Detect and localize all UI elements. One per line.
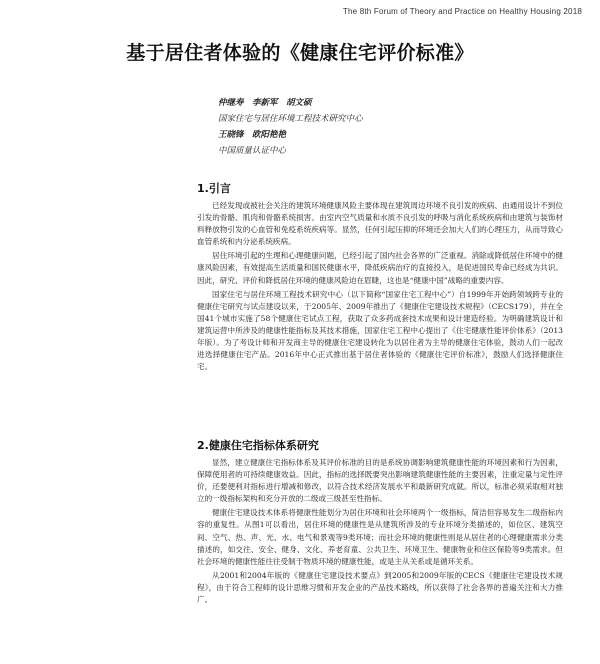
section-heading: 1.引言 (197, 182, 231, 195)
author-names-1: 仲继寿 李新军 胡文硕 (218, 98, 312, 108)
running-header: The 8th Forum of Theory and Practice on Healthy Housing 2018 (342, 7, 582, 16)
affiliation-2: 中国质量认证中心 (218, 146, 287, 156)
section-introduction (197, 180, 563, 375)
paper-title: 基于居住者体验的《健康住宅评价标准》 (126, 42, 474, 64)
paragraph: 显然，建立健康住宅指标体系及其评价标准的目的是系统协调影响建筑健康性能的环境因素和行为因素，保障使用者的可持续健康效益。因此，指标的选择既要突出影响建筑健康性能的主要因素，注重定量与定性评价，还要便利对指标进行增减和修改，以符合技术经济发展水平和最新研究成就。所以，标准必须采取相对独立的一级指标架构和充分开放的二级或三级甚至性指标。 (197, 458, 563, 504)
author-block (218, 95, 558, 159)
paragraph: 国家住宅与居住环境工程技术研究中心（以下简称“国家住宅工程中心”）自1999年开始跨领域跨专业的健康住宅研究与试点建设以来，于2005年、2009年推出了《健康住宅建设技术规程》（CECS179），并在全国41个城市实施了58个健康住宅试点工程，获取了众多药成套技术成果和设计建造经验。为明确建筑设计和建筑运营中所涉及的健康性能指标及其技术措施，国家住宅工程中心提出了《住宅健康性能评价体系》（2013年版）。为了考设计师和开发商主导的健康住宅建设转化为以居住者为主导的健康住宅体验，鼓动人们一起改进选择健康住宅产品。2016年中心正式推出基于居住者体验的《健康住宅评价标准》，鼓励人们选择健康住宅。 (197, 289, 563, 372)
section-indicator-system (197, 437, 563, 608)
section-heading: 2.健康住宅指标体系研究 (197, 439, 319, 452)
author-names-2: 王晓锋 欧阳艳艳 (218, 130, 287, 140)
paragraph: 居住环境引起的生理和心理健康问题，已经引起了国内社会各界的广泛重视。消除或降低居住环境中的健康风险因素，有效提高生活质量和国民健康水平，降低疾病治疗的直接投入，是促进国民寿命已经成为共识。因此，研究、评价和降低居住环境的健康风险迫在眉睫，这也是“健康中国”战略的重要内容。 (197, 251, 563, 285)
affiliation-1: 国家住宅与居住环境工程技术研究中心 (218, 114, 363, 124)
paragraph: 从2001和2004年版的《健康住宅建设技术要点》到2005和2009年版的CECS《健康住宅建设技术规程》，由于符合工程师的设计思维习惯和开发企业的产品技术路线，所以获得了社会各界的普遍关注和大力推广。 (197, 570, 563, 605)
paragraph: 健康住宅建设技术体系将健康性能划分为居住环境和社会环境两个一级指标，简洁但容易发生二级指标内容的重复性。从图1可以看出，居住环境的健康性是从建筑所涉及的专业环境分类描述的，如位区、建筑空间、空气、热、声、光、水、电气和景观等9类环境；而社会环境的健康性则是从居住者的心理健康需求分类描述的，如交往、安全、健身、文化、养老育童、公共卫生、环境卫生、健康物业和住区保险等9类需求。但社会环境的健康性能往往受制于物质环境的健康性能，或是主从关系或是循环关系。 (197, 508, 563, 566)
paragraph: 已经发现或被社会关注的建筑环境健康风险主要体现在建筑周边环境不良引发的疾病、由通用设计不到位引发的骨骼、肌肉和骨骼系统损害、由室内空气质量和水质不良引发的呼吸与消化系统疾病和由建筑与装饰材料释放物引发的心血管和免疫系统疾病等。显然，任何引起压抑的环境还会加大人们的心理压力，从而导致心血管系统和内分泌系统疾病。 (197, 201, 563, 247)
